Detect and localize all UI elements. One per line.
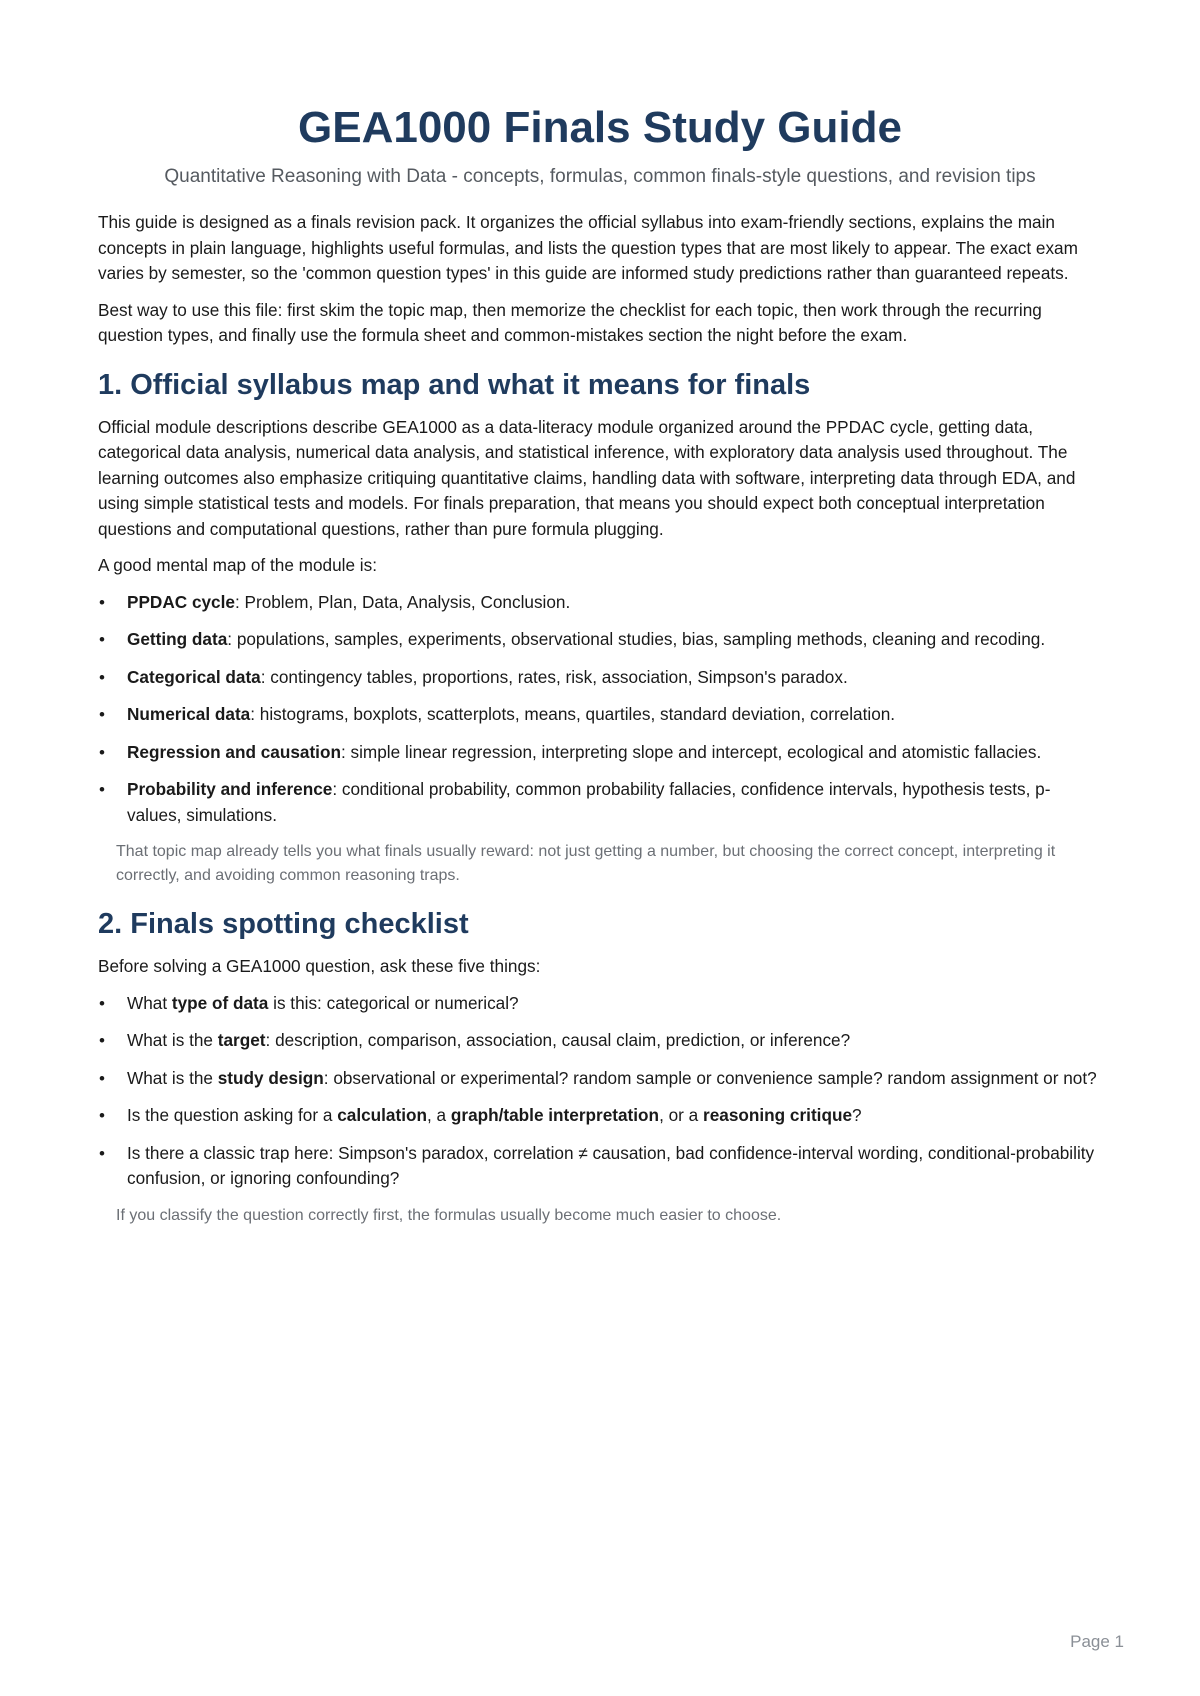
list-item-text: What is the: [127, 1030, 218, 1050]
bullet-icon: •: [99, 1031, 105, 1050]
document-page: [98, 100, 1102, 1236]
page-number: Page 1: [1070, 1632, 1124, 1651]
list-item-text: is this: categorical or numerical?: [268, 992, 519, 1013]
list-item-term: Numerical data: [127, 704, 251, 724]
list-item: [98, 1066, 1102, 1092]
section-heading: 2. Finals spotting checklist: [98, 908, 469, 940]
list-item-text: ?: [852, 1105, 862, 1125]
list-item: [98, 1103, 1102, 1129]
list-item: [98, 665, 1102, 691]
list-item-text: : conditional probability, common probability fallacies, confidence intervals, hypothesis tests, p-values, simulations.: [127, 779, 1051, 825]
list-item-text: : populations, samples, experiments, observational studies, bias, sampling methods, cleaning and recoding.: [227, 629, 1046, 649]
bullet-icon: •: [99, 1143, 105, 1163]
bullet-icon: •: [99, 1068, 105, 1088]
list-item: [98, 777, 1102, 828]
list-item-term: PPDAC cycle: [127, 591, 235, 612]
section-note: That topic map already tells you what finals usually reward: not just getting a number, but choosing the correct concept, interpreting it correctly, and avoiding common reasoning traps.: [116, 843, 1056, 884]
section-paragraph: A good mental map of the module is:: [98, 555, 377, 575]
bullet-icon: •: [99, 630, 105, 649]
page-title: GEA1000 Finals Study Guide: [298, 103, 902, 152]
list-item-text: What is the: [127, 1067, 218, 1088]
section-heading: 1. Official syllabus map and what it means for finals: [98, 368, 811, 401]
bullet-icon: •: [99, 993, 105, 1013]
list-item-term: type of data: [171, 992, 269, 1013]
list-item-text: : Problem, Plan, Data, Analysis, Conclusion.: [234, 591, 571, 612]
checklist: [98, 991, 1102, 1192]
list-item-term: Categorical data: [127, 666, 261, 687]
list-item-text: : description, comparison, association, causal claim, prediction, or inference?: [265, 1030, 851, 1050]
section-paragraph: Before solving a GEA1000 question, ask these five things:: [98, 956, 541, 976]
list-item: [98, 991, 1102, 1017]
section-note: If you classify the question correctly first, the formulas usually become much easier to choose.: [116, 1206, 782, 1224]
intro-paragraph: This guide is designed as a finals revision pack. It organizes the official syllabus into exam-friendly sections, explains the main concepts in plain language, highlights useful formulas, and lists the question types that are most likely to appear. The exact exam varies by semester, so the 'common question types' in this guide are informed study predictions rather than guaranteed repeats.: [98, 212, 1078, 283]
list-item-text: : simple linear regression, interpreting slope and intercept, ecological and atomistic fallacies.: [340, 741, 1042, 762]
intro-paragraph: Best way to use this file: first skim the topic map, then memorize the checklist for each topic, then work through the recurring question types, and finally use the formula sheet and common-mistakes section the night before the exam.: [98, 299, 1042, 345]
section-paragraph: Official module descriptions describe GEA1000 as a data-literacy module organized around the PPDAC cycle, getting data, categorical data analysis, numerical data analysis, and statistical inference, with exploratory data analysis used throughout. The learning outcomes also emphasize critiquing quantitative claims, handling data with software, interpreting data through EDA, and using simple statistical tests and models. For finals preparation, that means you should expect both conceptual interpretation questions and computational questions, rather than pure formula plugging.: [98, 416, 1076, 539]
list-item-term: Regression and causation: [127, 741, 341, 762]
list-item-term: Probability and inference: [127, 779, 333, 799]
list-item-text: Is there a classic trap here: Simpson's paradox, correlation ≠ causation, bad confidence-interval wording, conditional-probability confusion, or ignoring confounding?: [127, 1142, 1095, 1188]
bullet-icon: •: [99, 780, 105, 799]
bullet-icon: •: [99, 742, 105, 762]
bullet-icon: •: [99, 592, 105, 612]
list-item-term: graph/table interpretation: [450, 1105, 660, 1125]
bullet-icon: •: [99, 1106, 105, 1125]
list-item-text: : observational or experimental? random sample or convenience sample? random assignment or not?: [323, 1067, 1097, 1088]
list-item: [98, 1028, 1102, 1054]
list-item-term: target: [217, 1030, 266, 1050]
list-item-text: , or a: [659, 1105, 704, 1125]
list-item-term: reasoning critique: [703, 1105, 853, 1125]
topic-map-list: [98, 590, 1102, 829]
list-item: [98, 590, 1102, 616]
list-item-term: study design: [217, 1067, 324, 1088]
list-item: [98, 1141, 1102, 1192]
list-item-text: , a: [426, 1105, 451, 1125]
page-subtitle: Quantitative Reasoning with Data - concepts, formulas, common finals-style questions, and revision tips: [164, 166, 1036, 187]
list-item: [98, 740, 1102, 766]
list-item-text: : histograms, boxplots, scatterplots, means, quartiles, standard deviation, correlation.: [250, 704, 896, 724]
list-item: [98, 627, 1102, 653]
list-item-text: : contingency tables, proportions, rates, risk, association, Simpson's paradox.: [260, 666, 848, 687]
bullet-icon: •: [99, 705, 105, 724]
bullet-icon: •: [99, 667, 105, 687]
list-item-text: What: [127, 992, 172, 1013]
list-item-term: calculation: [337, 1105, 427, 1125]
list-item: [98, 702, 1102, 728]
list-item-text: Is the question asking for a: [127, 1105, 338, 1125]
list-item-term: Getting data: [127, 629, 228, 649]
